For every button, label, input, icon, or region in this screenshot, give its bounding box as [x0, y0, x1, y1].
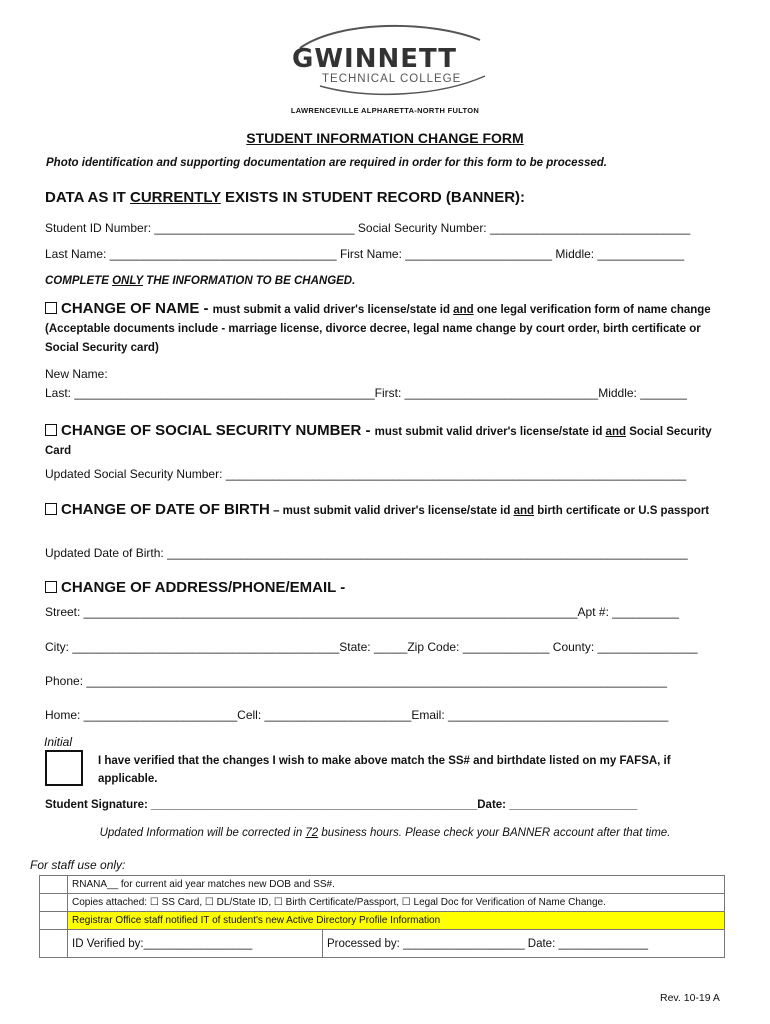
revision-label: Rev. 10-19 A [660, 992, 720, 1004]
fafsa-verification-statement: I have verified that the changes I wish to make above match the SS# and birthdate listed on my FAFSA, if applicable. [98, 755, 671, 785]
staff-row-copies [40, 894, 725, 912]
city-state-zip-field[interactable]: City: ________________________________________State: _____Zip Code: _____________ County: _______________ [45, 640, 698, 654]
updated-dob-field[interactable]: Updated Date of Birth: ______________________________________________________________________________ [45, 546, 688, 560]
processing-time-note: Updated Information will be corrected in 72 business hours. Please check your BANNER account after that time. [99, 827, 671, 839]
dob-change-checkbox[interactable] [45, 503, 57, 515]
campus-list: LAWRENCEVILLE ALPHARETTA-NORTH FULTON [290, 106, 480, 115]
address-change-section: CHANGE OF ADDRESS/PHONE/EMAIL - [45, 578, 725, 599]
staff-row-rnana [40, 876, 725, 894]
staff-row-verification [40, 930, 725, 958]
registrar-notified-text: Registrar Office staff notified IT of student's new Active Directory Profile Information [68, 912, 725, 930]
staff-check-cell[interactable] [40, 876, 68, 894]
current-data-heading: DATA AS IT CURRENTLY EXISTS IN STUDENT RECORD (BANNER): [45, 189, 526, 206]
current-id-ssn-field[interactable]: Student ID Number: ______________________________ Social Security Number: ______________________________ [45, 221, 691, 235]
name-change-section: CHANGE OF NAME - must submit a valid driver's license/state id and one legal verification form of name change (Acceptable documents include - marriage license, divorce decree, legal name change by court order, birth certificate or Social Security card) [45, 300, 711, 354]
logo-subtitle: TECHNICAL COLLEGE [322, 73, 462, 85]
staff-check-cell[interactable] [40, 894, 68, 912]
current-name-field[interactable]: Last Name: __________________________________ First Name: ______________________ Middle: _____________ [45, 247, 685, 261]
form-notice: Photo identification and supporting documentation are required in order for this form to be processed. [46, 157, 607, 169]
new-name-label: New Name: [45, 367, 108, 381]
initial-label: Initial [44, 735, 73, 749]
ssn-change-section: CHANGE OF SOCIAL SECURITY NUMBER - must submit valid driver's license/state id and Social Security Card [45, 422, 712, 457]
complete-only-instruction: COMPLETE ONLY THE INFORMATION TO BE CHANGED. [45, 275, 356, 287]
logo-name: GWINNETT [292, 44, 458, 74]
staff-check-cell[interactable] [40, 930, 68, 958]
processed-by-date-field[interactable]: Processed by: ___________________ Date: ______________ [323, 930, 725, 958]
staff-use-table [39, 875, 725, 958]
staff-check-cell[interactable] [40, 912, 68, 930]
dob-change-section: CHANGE OF DATE OF BIRTH – must submit valid driver's license/state id and birth certificate or U.S passport [45, 500, 725, 521]
address-change-checkbox[interactable] [45, 581, 57, 593]
copies-attached-text: Copies attached: ☐ SS Card, ☐ DL/State ID, ☐ Birth Certificate/Passport, ☐ Legal Doc for Verification of Name Change. [68, 894, 725, 912]
student-signature-field[interactable]: Student Signature: ___________________________________________________Date: ____________________ [45, 799, 638, 811]
staff-row-registrar [40, 912, 725, 930]
ssn-change-checkbox[interactable] [45, 424, 57, 436]
updated-ssn-field[interactable]: Updated Social Security Number: _____________________________________________________________________ [45, 467, 687, 481]
rnana-text: RNANA__ for current aid year matches new DOB and SS#. [68, 876, 725, 894]
initial-box[interactable] [45, 750, 83, 786]
phone-field[interactable]: Phone: _______________________________________________________________________________________ [45, 674, 667, 688]
college-logo [280, 20, 500, 100]
street-field[interactable]: Street: __________________________________________________________________________Apt #: __________ [45, 605, 679, 619]
id-verified-by-field[interactable]: ID Verified by:_________________ [68, 930, 323, 958]
staff-use-label: For staff use only: [30, 858, 126, 872]
home-cell-email-field[interactable]: Home: _______________________Cell: ______________________Email: _________________________________ [45, 708, 669, 722]
name-change-checkbox[interactable] [45, 302, 57, 314]
new-name-fields[interactable]: Last: _____________________________________________First: _____________________________Middle: _______ [45, 386, 687, 400]
form-title: STUDENT INFORMATION CHANGE FORM [246, 130, 524, 146]
